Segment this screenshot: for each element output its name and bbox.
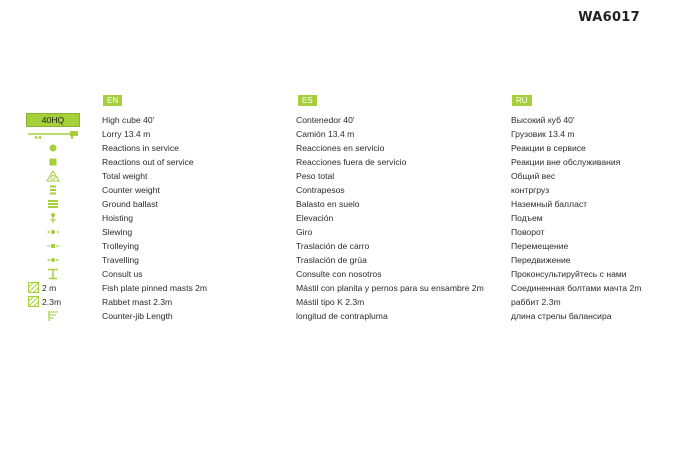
label-es: Traslación de carro bbox=[296, 241, 370, 251]
language-badge-es: ES bbox=[298, 95, 317, 106]
label-ru: Грузовик 13.4 m bbox=[511, 129, 575, 139]
label-en: Counter weight bbox=[102, 185, 160, 195]
legend-row bbox=[0, 253, 696, 267]
legend-row bbox=[0, 281, 696, 295]
label-ru: Наземный балласт bbox=[511, 199, 588, 209]
label-en: Lorry 13.4 m bbox=[102, 129, 151, 139]
legend-row bbox=[0, 113, 696, 127]
legend-row bbox=[0, 169, 696, 183]
consult-icon bbox=[46, 268, 60, 280]
weight-icon bbox=[46, 170, 60, 182]
legend-row bbox=[0, 309, 696, 323]
legend-row bbox=[0, 211, 696, 225]
label-es: Consulte con nosotros bbox=[296, 269, 382, 279]
icon-cell bbox=[26, 169, 80, 183]
rabbet-mast-icon bbox=[28, 296, 39, 307]
document-code: WA6017 bbox=[578, 10, 640, 25]
label-en: Ground ballast bbox=[102, 199, 158, 209]
label-ru: Проконсультируйтесь с нами bbox=[511, 269, 627, 279]
label-es: Mástil con planita y pernos para su ensambre 2m bbox=[296, 283, 484, 293]
label-ru: Поворот bbox=[511, 227, 545, 237]
label-ru: Подъем bbox=[511, 213, 543, 223]
legend-row bbox=[0, 295, 696, 309]
label-en: Fish plate pinned masts 2m bbox=[102, 283, 208, 293]
label-ru: длина стрелы балансира bbox=[511, 311, 612, 321]
label-ru: Перемещение bbox=[511, 241, 569, 251]
label-en: Trolleying bbox=[102, 241, 139, 251]
label-en: Slewing bbox=[102, 227, 133, 237]
label-es: Giro bbox=[296, 227, 313, 237]
icon-cell bbox=[26, 183, 80, 197]
label-en: Hoisting bbox=[102, 213, 134, 223]
rabbet-mast-length: 2.3m bbox=[42, 297, 62, 307]
label-en: Consult us bbox=[102, 269, 143, 279]
label-es: Peso total bbox=[296, 171, 335, 181]
counter-jib-icon bbox=[46, 310, 60, 322]
label-es: Traslación de grúa bbox=[296, 255, 367, 265]
icon-cell bbox=[26, 239, 80, 253]
label-en: Reactions out of service bbox=[102, 157, 194, 167]
ground-ballast-icon bbox=[46, 199, 60, 209]
icon-cell bbox=[26, 197, 80, 211]
label-es: Reacciones en servicio bbox=[296, 143, 385, 153]
icon-cell bbox=[26, 267, 80, 281]
icon-cell bbox=[26, 211, 80, 225]
label-es: Reacciones fuera de servicio bbox=[296, 157, 407, 167]
trolleying-icon bbox=[46, 241, 60, 251]
label-ru: Передвижение bbox=[511, 255, 571, 265]
icon-cell bbox=[26, 113, 80, 127]
travelling-icon bbox=[46, 255, 60, 265]
label-es: Camión 13.4 m bbox=[296, 129, 355, 139]
icon-cell bbox=[26, 141, 80, 155]
label-es: Contenedor 40' bbox=[296, 115, 355, 125]
label-ru: Реакции вне обслуживания bbox=[511, 157, 621, 167]
label-ru: Реакции в сервисе bbox=[511, 143, 586, 153]
icon-cell bbox=[26, 281, 80, 295]
language-badge-en: EN bbox=[103, 95, 122, 106]
legend-row bbox=[0, 197, 696, 211]
square-icon bbox=[46, 157, 60, 167]
label-es: Elevación bbox=[296, 213, 334, 223]
legend-row bbox=[0, 225, 696, 239]
legend-row bbox=[0, 267, 696, 281]
label-es: longitud de contrapluma bbox=[296, 311, 388, 321]
language-badge-ru: RU bbox=[512, 95, 532, 106]
label-es: Mástil tipo K 2.3m bbox=[296, 297, 365, 307]
icon-cell bbox=[26, 225, 80, 239]
label-ru: Высокий куб 40' bbox=[511, 115, 575, 125]
label-en: Travelling bbox=[102, 255, 139, 265]
label-en: Rabbet mast 2.3m bbox=[102, 297, 173, 307]
icon-cell bbox=[26, 295, 80, 309]
container-40hq-badge: 40HQ bbox=[26, 113, 80, 127]
icon-cell bbox=[26, 127, 80, 141]
label-es: Contrapesos bbox=[296, 185, 345, 195]
label-en: Reactions in service bbox=[102, 143, 179, 153]
legend-row bbox=[0, 183, 696, 197]
label-ru: раббит 2.3m bbox=[511, 297, 561, 307]
legend-row bbox=[0, 239, 696, 253]
fish-plate-mast-length: 2 m bbox=[42, 283, 57, 293]
legend-row bbox=[0, 127, 696, 141]
label-es: Balasto en suelo bbox=[296, 199, 360, 209]
label-en: Counter-jib Length bbox=[102, 311, 173, 321]
legend-row bbox=[0, 141, 696, 155]
hoisting-icon bbox=[46, 212, 60, 224]
icon-cell bbox=[26, 155, 80, 169]
counter-weight-icon bbox=[46, 185, 60, 195]
label-en: High cube 40' bbox=[102, 115, 155, 125]
dot-icon bbox=[46, 143, 60, 153]
label-ru: Соединенная болтами мачта 2m bbox=[511, 283, 642, 293]
icon-cell bbox=[26, 309, 80, 323]
slewing-icon bbox=[46, 227, 60, 237]
label-ru: Общий вес bbox=[511, 171, 556, 181]
legend-row bbox=[0, 155, 696, 169]
icon-cell bbox=[26, 253, 80, 267]
label-en: Total weight bbox=[102, 171, 148, 181]
fish-plate-mast-icon bbox=[28, 282, 39, 293]
label-ru: контргруз bbox=[511, 185, 550, 195]
lorry-icon bbox=[26, 130, 80, 140]
